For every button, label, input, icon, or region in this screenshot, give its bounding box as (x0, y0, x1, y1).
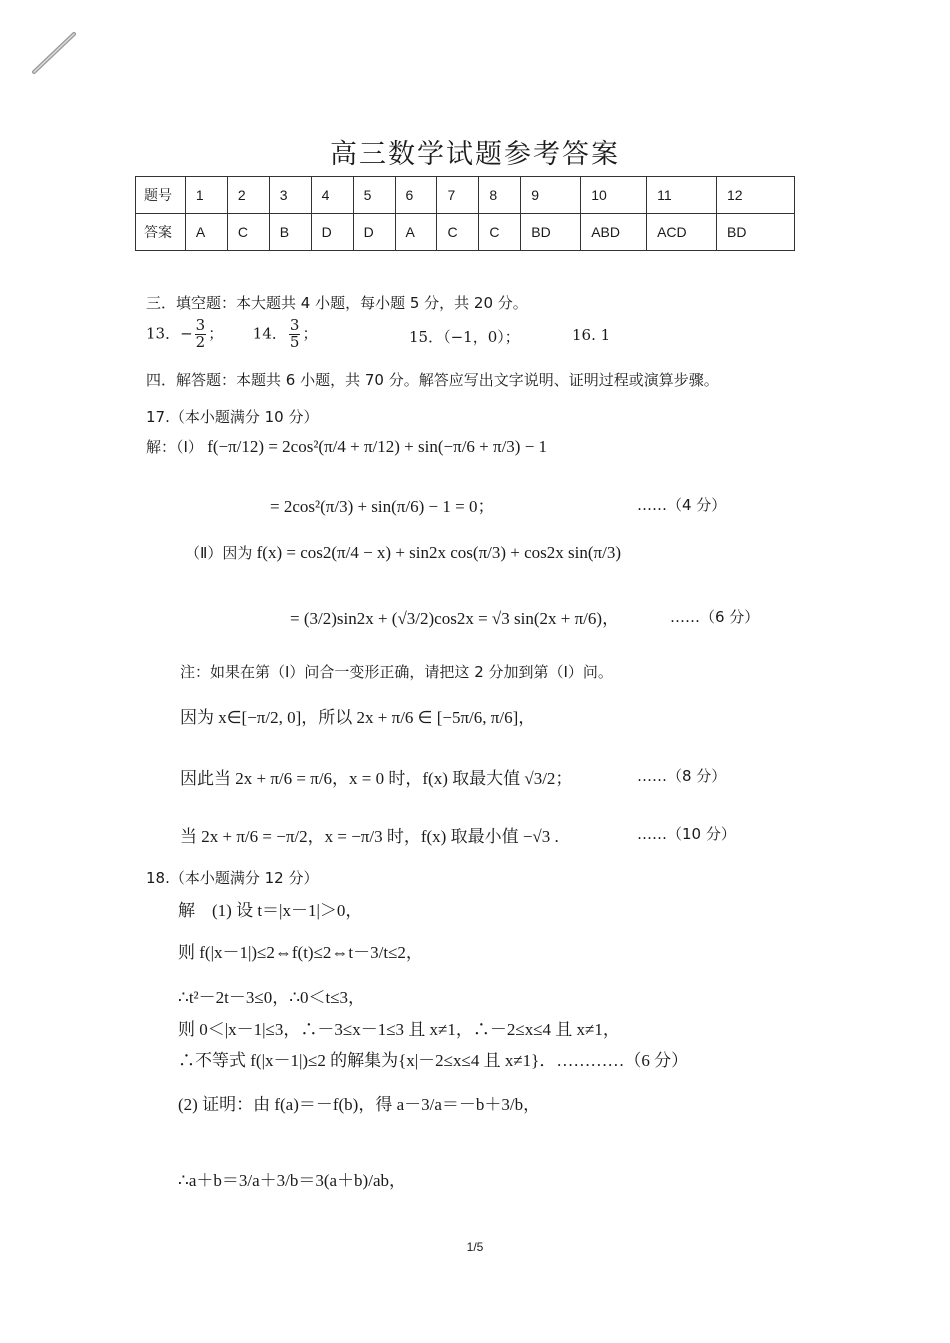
points-4: ……（4 分） (637, 496, 727, 514)
q18-line7: ∴a＋b＝3/a＋3/b＝3(a＋b)/ab， (178, 1171, 406, 1190)
answer-cell: D (353, 214, 395, 251)
answer-cell: BD (521, 214, 581, 251)
fill-blank-answers (146, 318, 317, 351)
answer-cell: A (395, 214, 437, 251)
q18-line1: 解 (1) 设 t＝|x－1|＞0， (178, 901, 363, 920)
question-number-row (136, 177, 795, 214)
answer-cell: D (311, 214, 353, 251)
q14-label: 14． (252, 324, 287, 343)
question-number: 6 (395, 177, 437, 214)
q13-fraction: $\frac{3}{2}$ (195, 316, 206, 351)
question-number: 10 (581, 177, 647, 214)
q17-note: 注：如果在第（Ⅰ）问合一变形正确，请把这 2 分加到第（Ⅰ）问。 (180, 663, 613, 681)
answer-cell: ACD (647, 214, 717, 251)
answer-cell: C (479, 214, 521, 251)
question-number: 1 (185, 177, 227, 214)
q17-range-line: 因为 x∈[−π/2, 0]，所以 2x + π/6 ∈ [−5π/6, π/6]， (180, 708, 536, 727)
row-label: 答案 (136, 214, 186, 251)
question-number: 11 (647, 177, 717, 214)
q17-part1-rhs: = 2cos²(π/3) + sin(π/6) − 1 = 0； (270, 497, 495, 516)
answer-cell: C (437, 214, 479, 251)
answer-cell: C (227, 214, 269, 251)
q17-solve-label: 解：（Ⅰ） (146, 438, 203, 456)
q17-title: 17.（本小题满分 10 分） (146, 408, 319, 426)
question-number: 9 (521, 177, 581, 214)
section4-heading: 四．解答题：本题共 6 小题，共 70 分。解答应写出文字说明、证明过程或演算步骤。 (146, 371, 719, 389)
question-number: 3 (269, 177, 311, 214)
points-10: ……（10 分） (637, 825, 736, 843)
q17-part1-lhs: f(−π/12) = 2cos²(π/4 + π/12) + sin(−π/6 + π/3) − 1 (207, 437, 548, 456)
q18-line6: (2) 证明：由 f(a)＝－f(b)，得 a－3/a＝－b＋3/b， (178, 1095, 541, 1114)
row-label: 题号 (136, 177, 186, 214)
answer-cell: B (269, 214, 311, 251)
q17-part2-result: = (3/2)sin2x + (√3/2)cos2x = √3 sin(2x + π/6)， (290, 609, 620, 628)
points-8: ……（8 分） (637, 767, 727, 785)
q14-separator: ； (302, 324, 318, 343)
answer-cell: BD (717, 214, 795, 251)
question-number: 4 (311, 177, 353, 214)
answer-cell: A (185, 214, 227, 251)
q18-line4: 则 0＜|x－1|≤3，∴－3≤x－1≤3 且 x≠1，∴－2≤x≤4 且 x≠1， (178, 1020, 620, 1039)
question-number: 7 (437, 177, 479, 214)
question-number: 5 (353, 177, 395, 214)
points-6: ……（6 分） (670, 608, 760, 626)
q18-title: 18.（本小题满分 12 分） (146, 869, 319, 887)
q17-min-line: 当 2x + π/6 = −π/2，x = −π/3 时，f(x) 取最小值 −√3 . (180, 827, 559, 846)
q13-sign: − (180, 324, 193, 343)
q17-part2-line (185, 542, 621, 563)
q17-part2-intro: （Ⅱ）因为 (185, 544, 253, 562)
pen-mark-icon (30, 30, 78, 78)
q15-answer: 15．（−1，0）； (409, 328, 520, 346)
question-number: 8 (479, 177, 521, 214)
answer-table (135, 176, 795, 251)
q17-max-line: 因此当 2x + π/6 = π/6，x = 0 时，f(x) 取最大值 √3/2； (180, 769, 573, 788)
q16-answer: 16. 1 (572, 326, 611, 344)
q13-label: 13． (146, 324, 181, 343)
q18-line3: ∴t²－2t－3≤0，∴0＜t≤3， (178, 988, 366, 1007)
q14-fraction: $\frac{3}{5}$ (289, 316, 300, 351)
answer-row (136, 214, 795, 251)
q13-separator: ； (208, 324, 224, 343)
page-title: 高三数学试题参考答案 (330, 139, 620, 170)
answer-cell: ABD (581, 214, 647, 251)
q17-part2-expr: f(x) = cos2(π/4 − x) + sin2x cos(π/3) + cos2x sin(π/3) (256, 543, 622, 562)
q18-line5: ∴不等式 f(|x－1|)≤2 的解集为{x|－2≤x≤4 且 x≠1}．…………（6 分） (178, 1051, 689, 1070)
question-number: 2 (227, 177, 269, 214)
question-number: 12 (717, 177, 795, 214)
q18-line2: 则 f(|x－1|)≤2⇔f(t)≤2⇔t－3/t≤2， (178, 943, 423, 962)
section3-heading: 三．填空题：本大题共 4 小题，每小题 5 分，共 20 分。 (146, 294, 528, 312)
page-number: 1/5 (466, 1240, 484, 1254)
q17-part1-line (146, 436, 547, 457)
